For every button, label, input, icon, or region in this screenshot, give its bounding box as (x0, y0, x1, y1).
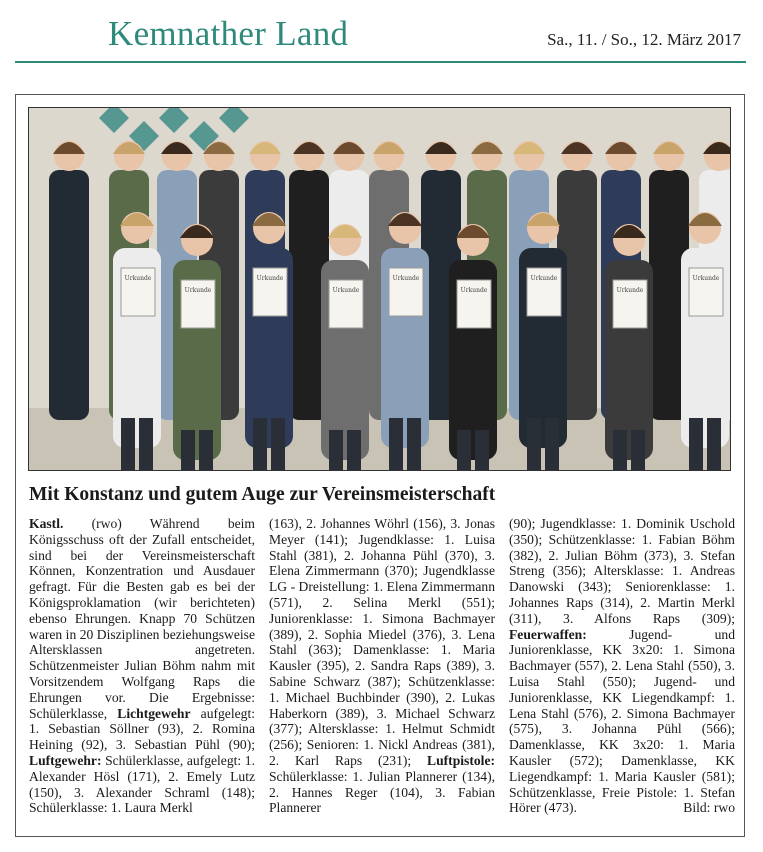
photo-credit: Bild: rwo (683, 800, 735, 816)
certificate-label: Urkunde (332, 287, 360, 294)
child-leg (457, 430, 471, 471)
child-leg (253, 418, 267, 471)
certificate-label: Urkunde (256, 275, 284, 282)
masthead-rule (15, 61, 746, 63)
certificate-label: Urkunde (392, 275, 420, 282)
body-bold-run: Luftgewehr: (29, 752, 102, 768)
group-photo-illustration (29, 108, 731, 471)
child-leg (631, 430, 645, 471)
child-leg (347, 430, 361, 471)
child-leg (707, 418, 721, 471)
child-leg (199, 430, 213, 471)
child-leg (475, 430, 489, 471)
group-photo (28, 107, 731, 471)
child-leg (121, 418, 135, 471)
certificate-label: Urkunde (124, 275, 152, 282)
body-bold-run: Kastl. (29, 516, 64, 531)
child-leg (613, 430, 627, 471)
body-bold-run: Feuerwaffen: (509, 626, 587, 642)
body-bold-run: Luftpistole: (427, 752, 495, 768)
child-leg (407, 418, 421, 471)
body-text-run: (90); Jugendklasse: 1. Dominik Uschold (350); Schützenklasse: 1. Fabian Böhm (382), 2. Julian Böhm (373), 3. Stefan Streng (356); Altersklasse: 1. Andreas Danowski (343); Seniorenklasse: 1. Johannes Raps (314), 2. Martin Merkl (311), 3. Alfons Raps (309); (509, 516, 735, 626)
child-leg (271, 418, 285, 471)
person-body (49, 170, 89, 420)
body-text-run: (rwo) Während beim Königsschuss oft der Zufall entscheidet, sind bei der Vereinsmeisterschaft Können, Konzentration und Ausdauer gefragt. Für die Besten gab es bei der Königsproklamation (wir berichteten) ebenso Ehrungen. Knapp 70 Schützen waren in 20 Disziplinen beziehungsweise Altersklassen angetreten. Schützenmeister Julian Böhm nahm mit Vorsitzendem Wolfgang Raps die Ehrungen vor. Die Ergebnisse: Schülerklasse, (29, 516, 255, 721)
body-text-run: Jugend- und Juniorenklasse, KK 3x20: 1. Simona Bachmayer (557), 2. Lena Stahl (550), 3. Luisa Stahl (550); Jugend- und Juniorenklasse, KK Liegendkampf: 1. Lena Stahl (576), 2. Simona Bachmayer (575), 3. Johanna Pühl (566); Damenklasse, KK 3x20: 1. Maria Kausler (572); Damenklasse, KK Liegendkampf: 1. Maria Kausler (581); Schützenklasse, Freie Pistole: 1. Stefan Hörer (473). (509, 626, 735, 816)
body-text-run: Schülerklasse: 1. Julian Plannerer (134), 2. Hannes Reger (104), 3. Fabian Plannerer (269, 768, 495, 816)
child-leg (527, 418, 541, 471)
certificate-label: Urkunde (530, 275, 558, 282)
certificate-label: Urkunde (460, 287, 488, 294)
child-leg (329, 430, 343, 471)
certificate-label: Urkunde (184, 287, 212, 294)
paper-name: Kemnather Land (108, 14, 349, 53)
child-leg (689, 418, 703, 471)
body-text-run: aufgelegt: 1. Sebastian Söllner (93), 2. Romina Heining (92), 3. Sebastian Pühl (90); (29, 705, 255, 753)
body-text-run: (163), 2. Johannes Wöhrl (156), 3. Jonas Meyer (141); Jugendklasse: 1. Luisa Stahl (381), 2. Johanna Pühl (370), 3. Elena Zimmermann (370); Jugendklasse LG - Dreistellung: 1. Elena Zimmermann (571), 2. Selina Merkl (551); Juniorenklasse: 1. Simona Bachmayer (389), 2. Sophia Miedel (376), 3. Lena Stahl (363); Damenklasse: 1. Maria Kausler (395), 2. Sandra Raps (389), 3. Sabine Schwarz (387); Schützenklasse: 1. Michael Buchbinder (390), 2. Lukas Haberkorn (389), 3. Michael Schwarz (377); Altersklasse: 1. Helmut Schmidt (256); Senioren: 1. Nickl Andreas (381), 2. Karl Raps (231); (269, 516, 495, 768)
child-leg (545, 418, 559, 471)
article-headline: Mit Konstanz und gutem Auge zur Vereinsmeisterschaft (29, 484, 496, 505)
article-body (29, 516, 736, 828)
article-box (15, 94, 745, 837)
article-column-3 (509, 516, 735, 828)
article-column-2 (269, 516, 495, 828)
child-leg (139, 418, 153, 471)
issue-date: Sa., 11. / So., 12. März 2017 (547, 30, 741, 49)
certificate-label: Urkunde (692, 275, 720, 282)
child-leg (181, 430, 195, 471)
child-leg (389, 418, 403, 471)
certificate-label: Urkunde (616, 287, 644, 294)
masthead (0, 0, 763, 64)
article-column-1 (29, 516, 255, 828)
body-bold-run: Lichtgewehr (117, 705, 191, 721)
body-text-run: Schülerklasse, aufgelegt: 1. Alexander Hösl (171), 2. Emely Lutz (150), 3. Alexander Schraml (148); Schülerklasse: 1. Laura Merkl (29, 752, 255, 816)
